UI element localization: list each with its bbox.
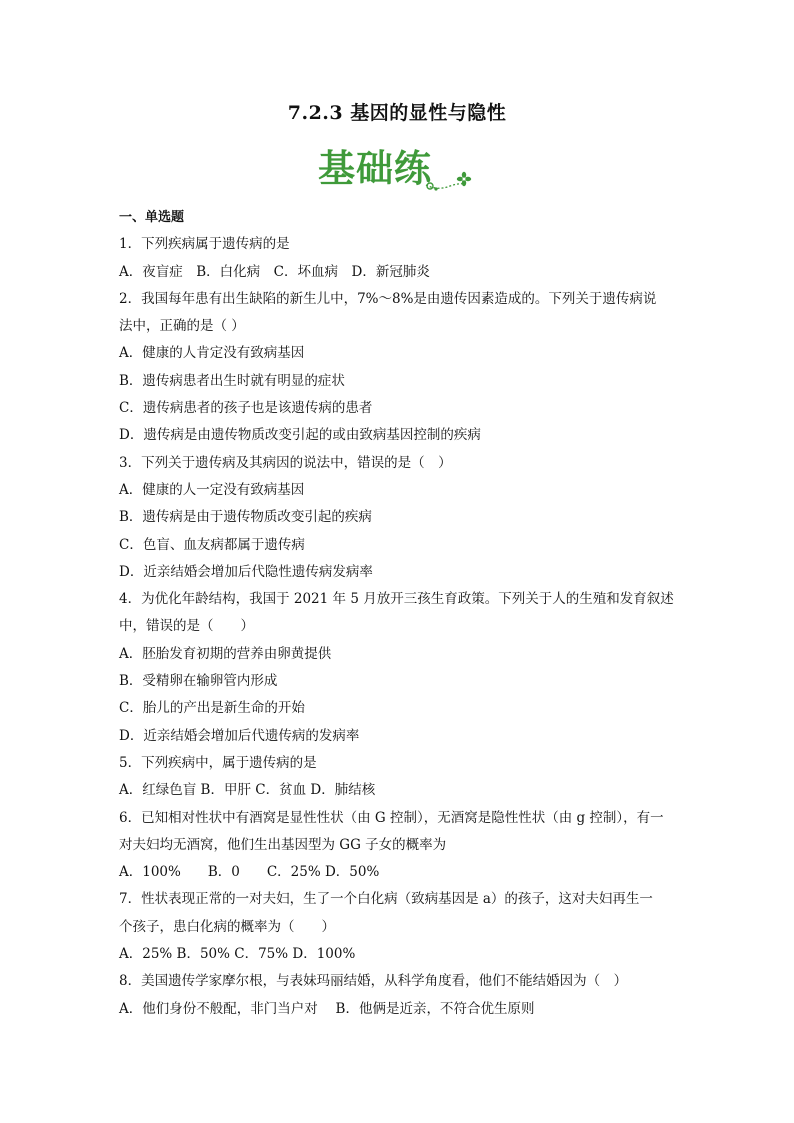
text-line: 对夫妇均无酒窝，他们生出基因型为 GG 子女的概率为: [119, 836, 447, 853]
text-line: A．胚胎发育初期的营养由卵黄提供: [119, 645, 332, 662]
text-line: 2．我国每年患有出生缺陷的新生儿中，7%～8%是由遗传因素造成的。下列关于遗传病说: [119, 290, 657, 307]
text-line: 8．美国遗传学家摩尔根，与表妹玛丽结婚，从科学角度看，他们不能结婚因为（ ）: [119, 973, 628, 990]
text-line: 法中，正确的是（ ）: [119, 318, 245, 335]
logo: [318, 147, 478, 195]
text-line: A．100% B．0 C．25% D．50%: [119, 864, 380, 881]
text-line: D．近亲结婚会增加后代遗传病的发病率: [119, 727, 360, 744]
text-line: D．遗传病是由遗传物质改变引起的或由致病基因控制的疾病: [119, 427, 481, 444]
text-line: A．25% B．50% C．75% D．100%: [119, 946, 356, 963]
text-line: A．健康的人肯定没有致病基因: [119, 345, 305, 362]
text-line: B．受精卵在输卵管内形成: [119, 673, 278, 690]
text-line: C．色盲、血友病都属于遗传病: [119, 536, 305, 553]
text-line: 4．为优化年龄结构，我国于 2021 年 5 月放开三孩生育政策。下列关于人的生殖和发育叙述: [119, 591, 674, 608]
flower-vine-icon: [422, 167, 472, 193]
text-line: A．红绿色盲 B．甲肝 C．贫血 D．肺结核: [119, 782, 376, 799]
text-line: 1．下列疾病属于遗传病的是: [119, 236, 290, 253]
text-line: 个孩子，患白化病的概率为（ ）: [119, 918, 335, 935]
text-line: 6．已知相对性状中有酒窝是显性性状（由 G 控制），无酒窝是隐性性状（由 g 控制），有一: [119, 809, 664, 826]
text-line: B．遗传病是由于遗传物质改变引起的疾病: [119, 509, 372, 526]
text-line: 中，错误的是（ ）: [119, 618, 254, 635]
logo-text: 基础练: [318, 147, 432, 190]
question-content: [119, 204, 689, 1023]
section-heading: 一、单选题: [119, 210, 185, 225]
text-line: D．近亲结婚会增加后代隐性遗传病发病率: [119, 563, 373, 580]
text-line: 7．性状表现正常的一对夫妇，生了一个白化病（致病基因是 a）的孩子，这对夫妇再生一: [119, 891, 653, 908]
text-line: 3．下列关于遗传病及其病因的说法中，错误的是（ ）: [119, 454, 452, 471]
text-line: A．健康的人一定没有致病基因: [119, 481, 305, 498]
text-line: A．夜盲症 B．白化病 C．坏血病 D．新冠肺炎: [119, 263, 430, 280]
text-line: C．胎儿的产出是新生命的开始: [119, 700, 305, 717]
text-line: A．他们身份不般配，非门当户对 B．他俩是近亲，不符合优生原则: [119, 1000, 535, 1017]
text-line: C．遗传病患者的孩子也是该遗传病的患者: [119, 400, 373, 417]
text-line: 5．下列疾病中，属于遗传病的是: [119, 754, 317, 771]
text-line: B．遗传病患者出生时就有明显的症状: [119, 372, 345, 389]
page-title: 7.2.3 基因的显性与隐性: [287, 102, 507, 124]
